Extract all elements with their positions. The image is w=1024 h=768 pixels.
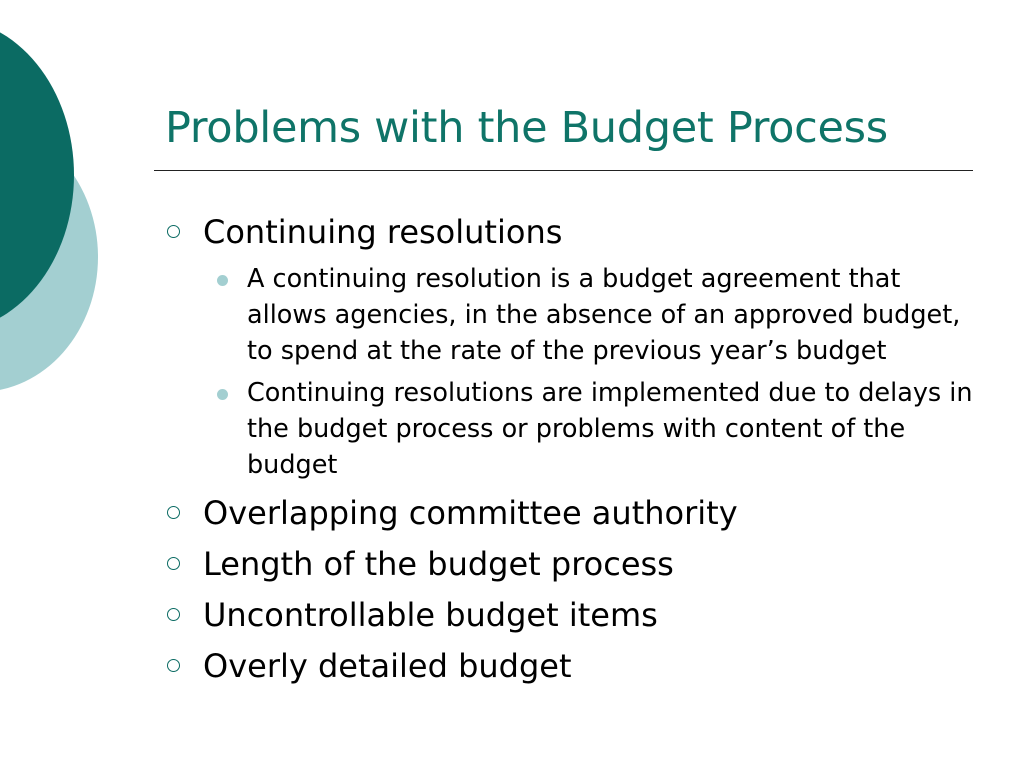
sub-bullet-text: Continuing resolutions are implemented due to delays in the budget process or problems with content of the budget — [247, 378, 973, 480]
bullet-item — [160, 542, 980, 586]
bullet-item — [160, 210, 980, 254]
hollow-circle-bullet-icon — [167, 659, 180, 672]
dot-bullet-icon — [217, 275, 228, 286]
title-divider — [154, 170, 973, 171]
hollow-circle-bullet-icon — [167, 608, 180, 621]
slide-title: Problems with the Budget Process — [165, 103, 888, 153]
bullet-item — [160, 644, 980, 688]
sub-bullet-item — [160, 375, 980, 483]
bullet-text: Uncontrollable budget items — [203, 596, 658, 634]
sub-bullet-list — [160, 261, 980, 483]
sub-bullet-item — [160, 261, 980, 369]
bullet-text: Overly detailed budget — [203, 647, 572, 685]
bullet-text: Overlapping committee authority — [203, 494, 738, 532]
hollow-circle-bullet-icon — [167, 225, 180, 238]
bullet-text: Continuing resolutions — [203, 213, 563, 251]
bullet-item — [160, 491, 980, 535]
bullet-item — [160, 593, 980, 637]
dot-bullet-icon — [217, 389, 228, 400]
bullet-text: Length of the budget process — [203, 545, 674, 583]
bullet-list — [160, 210, 980, 695]
sub-bullet-text: A continuing resolution is a budget agreement that allows agencies, in the absence of an approved budget, to spend at the rate of the previous year’s budget — [247, 264, 961, 366]
hollow-circle-bullet-icon — [167, 506, 180, 519]
hollow-circle-bullet-icon — [167, 557, 180, 570]
